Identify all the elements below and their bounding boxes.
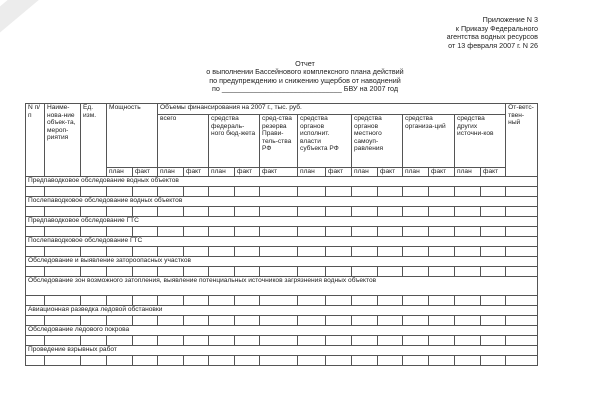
title-line: по предупреждению и снижению ущербов от наводнений [209,75,401,85]
section-title: Авиационная разведка ледовой обстановки [26,306,538,316]
appendix-line: от 13 февраля 2007 г. N 26 [448,40,538,50]
data-cell[interactable] [209,247,235,257]
data-cell[interactable] [403,336,429,346]
data-cell[interactable] [81,207,107,217]
data-cell[interactable] [378,207,403,217]
data-cell[interactable] [429,207,455,217]
data-cell[interactable] [403,247,429,257]
data-cell[interactable] [26,267,45,277]
section-title: Обследование зон возможного затопления, выявление потенциальных источников загрязнения водных объектов [26,277,538,296]
data-cell[interactable] [81,356,107,366]
data-cell[interactable] [260,227,298,237]
data-cell[interactable] [133,187,158,197]
data-cell[interactable] [133,356,158,366]
data-cell[interactable] [403,316,429,326]
section-title: Предпаводковое обследование водных объектов [26,177,538,187]
data-cell[interactable] [326,207,352,217]
appendix-line: агентства водных ресурсов [446,32,538,42]
data-cell[interactable] [235,356,260,366]
data-cell[interactable] [235,336,260,346]
data-cell[interactable] [260,316,298,326]
data-cell[interactable] [455,336,481,346]
data-cell[interactable] [133,207,158,217]
data-cell[interactable] [352,267,378,277]
section-title: Проведение взрывных работ [26,346,538,356]
header-plan: план [352,168,378,177]
header-fact: факт [481,168,506,177]
header-funding: Объемы финансирования на 2007 г., тыс. руб. [158,104,506,115]
data-cell[interactable] [298,356,326,366]
data-cell[interactable] [378,247,403,257]
data-cell[interactable] [45,336,81,346]
data-cell[interactable] [81,227,107,237]
data-cell[interactable] [81,187,107,197]
section-row [26,197,538,207]
header-other: средства других источни-ков [455,115,506,168]
data-cell[interactable] [184,267,209,277]
section-title: Обследование ледового покрова [26,326,538,336]
header-unit: Ед. изм. [81,104,107,177]
section-row [26,326,538,336]
data-cell[interactable] [184,207,209,217]
data-cell[interactable] [26,356,45,366]
data-cell[interactable] [326,267,352,277]
data-cell[interactable] [158,267,184,277]
data-cell[interactable] [429,267,455,277]
data-row [26,356,538,366]
data-cell[interactable] [45,207,81,217]
data-cell[interactable] [352,187,378,197]
section-row [26,257,538,267]
data-cell[interactable] [107,187,133,197]
data-cell[interactable] [326,247,352,257]
appendix-line: Приложение N 3 [482,15,538,24]
data-cell[interactable] [481,227,506,237]
header-fact: факт [429,168,455,177]
data-cell[interactable] [45,356,81,366]
data-row [26,336,538,346]
data-cell[interactable] [403,187,429,197]
data-cell[interactable] [429,187,455,197]
data-cell[interactable] [235,227,260,237]
data-cell[interactable] [378,336,403,346]
data-cell[interactable] [209,227,235,237]
data-cell[interactable] [481,316,506,326]
data-cell[interactable] [481,336,506,346]
title-line: о выполнении Бассейнового комплексного плана действий [206,67,404,77]
data-cell[interactable] [429,296,455,306]
data-cell[interactable] [158,207,184,217]
data-cell[interactable] [298,336,326,346]
data-cell[interactable] [26,207,45,217]
data-cell[interactable] [107,207,133,217]
data-cell[interactable] [81,316,107,326]
title-line: Отчет [295,59,315,68]
data-cell[interactable] [506,316,538,326]
header-fact: факт [260,168,298,177]
data-cell[interactable] [481,247,506,257]
data-cell[interactable] [260,207,298,217]
header-orgs: средства организа-ций [403,115,455,168]
data-cell[interactable] [235,296,260,306]
data-cell[interactable] [133,227,158,237]
sections-body [26,177,538,366]
data-cell[interactable] [81,267,107,277]
data-cell[interactable] [481,207,506,217]
data-cell[interactable] [506,227,538,237]
data-cell[interactable] [298,227,326,237]
header-regional: средства органов исполнит. власти субъекта РФ [298,115,352,168]
data-cell[interactable] [26,336,45,346]
data-cell[interactable] [158,187,184,197]
data-cell[interactable] [506,207,538,217]
header-num: N п/п [26,104,45,177]
header-total: всего [158,115,209,168]
section-title: Обследование и выявление заторoопасных участков [26,257,538,267]
data-cell[interactable] [260,336,298,346]
data-cell[interactable] [209,296,235,306]
data-cell[interactable] [184,227,209,237]
header-fact: факт [184,168,209,177]
data-cell[interactable] [107,356,133,366]
data-cell[interactable] [378,296,403,306]
data-cell[interactable] [326,227,352,237]
data-cell[interactable] [352,296,378,306]
section-title: Послепаводковое обследование ГТС [26,237,538,247]
data-cell[interactable] [45,267,81,277]
data-cell[interactable] [455,247,481,257]
data-cell[interactable] [298,207,326,217]
data-cell[interactable] [506,267,538,277]
data-cell[interactable] [455,207,481,217]
data-cell[interactable] [158,296,184,306]
data-cell[interactable] [45,247,81,257]
data-cell[interactable] [26,227,45,237]
data-row [26,227,538,237]
data-cell[interactable] [403,227,429,237]
data-cell[interactable] [429,227,455,237]
data-cell[interactable] [260,247,298,257]
data-row [26,207,538,217]
data-cell[interactable] [235,267,260,277]
data-cell[interactable] [45,227,81,237]
header-reserve: сред-ства резерва Прави-тель-ства РФ [260,115,298,168]
header-fact: факт [133,168,158,177]
data-cell[interactable] [298,247,326,257]
data-cell[interactable] [326,316,352,326]
section-row [26,277,538,296]
data-cell[interactable] [260,267,298,277]
data-cell[interactable] [352,227,378,237]
data-cell[interactable] [235,207,260,217]
data-cell[interactable] [429,247,455,257]
data-cell[interactable] [158,247,184,257]
data-row [26,267,538,277]
section-row [26,177,538,187]
data-cell[interactable] [352,356,378,366]
watermark: NoNumber.ru [14,21,86,85]
header-fact: факт [378,168,403,177]
data-row [26,296,538,306]
header-capacity: Мощность [107,104,158,168]
data-cell[interactable] [326,296,352,306]
data-cell[interactable] [107,336,133,346]
header-fact: факт [326,168,352,177]
data-cell[interactable] [506,336,538,346]
data-row [26,187,538,197]
report-table [25,103,538,366]
data-cell[interactable] [209,336,235,346]
header-plan: план [298,168,326,177]
section-row [26,346,538,356]
data-row [26,247,538,257]
data-cell[interactable] [429,336,455,346]
data-cell[interactable] [298,267,326,277]
data-cell[interactable] [209,267,235,277]
data-cell[interactable] [209,356,235,366]
header-plan: план [403,168,429,177]
data-cell[interactable] [260,356,298,366]
data-cell[interactable] [26,247,45,257]
title-line: по ______________________________ БВУ на 2007 год [211,84,399,94]
data-cell[interactable] [133,267,158,277]
data-cell[interactable] [378,187,403,197]
data-cell[interactable] [403,356,429,366]
data-cell[interactable] [81,296,107,306]
data-cell[interactable] [352,336,378,346]
data-row [26,316,538,326]
header-plan: план [455,168,481,177]
data-cell[interactable] [26,187,45,197]
data-cell[interactable] [209,187,235,197]
header-plan: план [158,168,184,177]
data-cell[interactable] [26,316,45,326]
data-cell[interactable] [506,296,538,306]
data-cell[interactable] [429,356,455,366]
appendix-header [447,16,538,50]
header-local: средства органов местного самоуп-равления [352,115,403,168]
data-cell[interactable] [352,207,378,217]
data-cell[interactable] [403,296,429,306]
data-cell[interactable] [506,247,538,257]
data-cell[interactable] [481,187,506,197]
data-cell[interactable] [455,187,481,197]
appendix-line: к Приказу Федерального [455,23,538,33]
data-cell[interactable] [326,187,352,197]
section-row [26,237,538,247]
header-plan: план [107,168,133,177]
header-responsible: От-ветс-твен-ный [506,104,538,177]
data-cell[interactable] [326,356,352,366]
data-cell[interactable] [235,187,260,197]
report-title [160,60,450,94]
data-cell[interactable] [260,187,298,197]
data-cell[interactable] [378,227,403,237]
data-cell[interactable] [481,267,506,277]
data-cell[interactable] [81,336,107,346]
data-cell[interactable] [133,336,158,346]
data-cell[interactable] [235,247,260,257]
data-cell[interactable] [455,316,481,326]
data-cell[interactable] [506,356,538,366]
data-cell[interactable] [184,356,209,366]
data-cell[interactable] [158,356,184,366]
data-cell[interactable] [45,316,81,326]
header-name: Наиме-нова-ние объек-та, мероп-риятия [45,104,81,177]
data-cell[interactable] [209,207,235,217]
data-cell[interactable] [45,296,81,306]
data-cell[interactable] [455,267,481,277]
data-cell[interactable] [378,356,403,366]
header-plan: план [209,168,235,177]
data-cell[interactable] [184,316,209,326]
data-cell[interactable] [378,316,403,326]
data-cell[interactable] [158,316,184,326]
data-cell[interactable] [184,187,209,197]
data-cell[interactable] [26,296,45,306]
header-federal: средства федераль-ного бюд-жета [209,115,260,168]
data-cell[interactable] [506,187,538,197]
data-cell[interactable] [326,336,352,346]
data-cell[interactable] [429,316,455,326]
data-cell[interactable] [455,356,481,366]
section-row [26,306,538,316]
data-cell[interactable] [235,316,260,326]
data-cell[interactable] [403,267,429,277]
data-cell[interactable] [133,296,158,306]
data-cell[interactable] [403,207,429,217]
data-cell[interactable] [298,316,326,326]
data-cell[interactable] [184,296,209,306]
data-cell[interactable] [184,247,209,257]
data-cell[interactable] [107,316,133,326]
section-title: Послепаводковое обследование водных объектов [26,197,538,207]
data-cell[interactable] [158,227,184,237]
data-cell[interactable] [298,187,326,197]
data-cell[interactable] [107,267,133,277]
data-cell[interactable] [107,296,133,306]
data-cell[interactable] [107,247,133,257]
data-cell[interactable] [133,316,158,326]
data-cell[interactable] [107,227,133,237]
data-cell[interactable] [133,247,158,257]
data-cell[interactable] [481,356,506,366]
data-cell[interactable] [298,296,326,306]
section-row [26,217,538,227]
data-cell[interactable] [184,336,209,346]
data-cell[interactable] [81,247,107,257]
data-cell[interactable] [209,316,235,326]
data-cell[interactable] [481,296,506,306]
section-title: Предпаводковое обследование ГТС [26,217,538,227]
data-cell[interactable] [352,247,378,257]
data-cell[interactable] [260,296,298,306]
data-cell[interactable] [378,267,403,277]
data-cell[interactable] [352,316,378,326]
data-cell[interactable] [45,187,81,197]
data-cell[interactable] [455,296,481,306]
header-fact: факт [235,168,260,177]
data-cell[interactable] [455,227,481,237]
data-cell[interactable] [158,336,184,346]
